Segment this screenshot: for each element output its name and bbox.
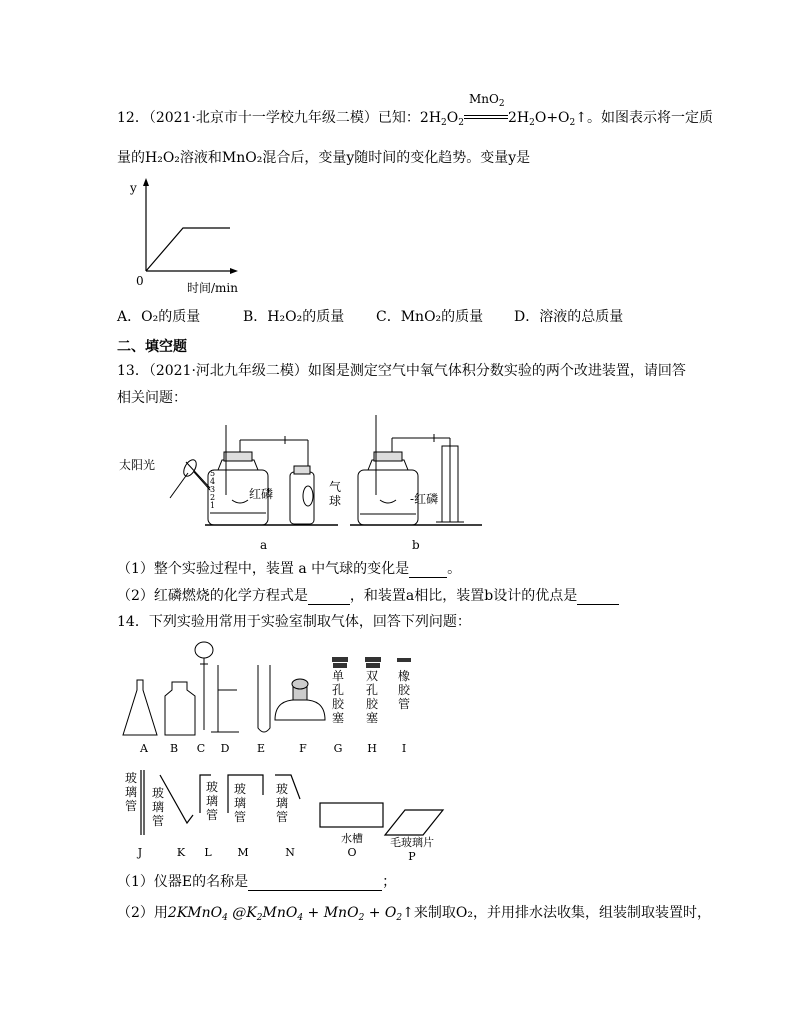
label-d: D (220, 742, 230, 755)
q14-sub2: （2）用2KMnO$_4$ $@K_2MnO_4 + MnO_2$ + $O_2↑$来制取O₂，并用排水法收集，组装制取装置时， (117, 905, 711, 923)
label-l: L (204, 846, 212, 859)
red-phosphorus-a-label: 红磷 (249, 487, 274, 501)
glass-tube-label-k: 玻璃管 (151, 786, 164, 828)
graph-y-label: y (130, 181, 137, 195)
catalyst-label: MnO$_2$ (468, 92, 505, 109)
conical-flask (123, 680, 157, 735)
q13-sub1-blank[interactable] (409, 563, 447, 578)
q12-graph (128, 176, 248, 296)
water-trough (320, 803, 383, 827)
svg-text:2: 2 (210, 493, 216, 502)
glass-tube-label-n: 玻璃管 (275, 782, 288, 824)
q12-source: （2021·北京市十一学校九年级二模）已知： (148, 110, 420, 126)
double-hole-stopper-label: 双孔胶塞 (365, 669, 378, 725)
separatory-funnel (195, 642, 213, 658)
label-a: A (140, 742, 148, 755)
q13-apparatus-figure (110, 410, 490, 540)
sunlight-label: 太阳光 (119, 458, 156, 472)
red-phosphorus-b-label: -红磷 (410, 492, 439, 506)
wide-mouth-bottle (165, 682, 195, 735)
label-k: K (176, 846, 186, 859)
rubber-tube-label: 橡胶管 (397, 669, 410, 711)
q13-line1: 13．（2021·河北九年级二模）如图是测定空气中氧气体积分数实验的两个改进装置，请回答 (117, 363, 686, 379)
q12-line2: 量的H₂O₂溶液和MnO₂混合后，变量y随时间的变化趋势。变量y是 (117, 150, 531, 166)
svg-text:3: 3 (210, 485, 216, 494)
q12-trend-line (146, 228, 230, 271)
q13-sub1: （1）整个实验过程中，装置 a 中气球的变化是 。 (117, 561, 462, 577)
q14-equation: 2KMnO$_4$ $@K_2MnO_4 + MnO_2$ + $O_2↑$ (167, 905, 414, 923)
alcohol-lamp (275, 700, 325, 720)
section-title: 二、填空题 (117, 339, 187, 355)
graph-origin: 0 (136, 274, 144, 288)
q13-sub2: （2）红磷燃烧的化学方程式是 ，和装置a相比，装置b设计的优点是 (117, 587, 619, 605)
label-f: F (299, 742, 307, 755)
label-i: I (401, 742, 407, 755)
graph-x-label: 时间/min (187, 281, 238, 295)
label-m: M (237, 846, 249, 859)
label-g: G (333, 742, 343, 755)
water-trough-label: 水槽 O (341, 832, 363, 859)
figure-a-caption: a (260, 538, 268, 552)
label-j: J (137, 846, 143, 859)
q13-line2: 相关问题： (117, 390, 187, 406)
q12-equation: $2H_2O_2$ MnO$_2$ $2H_2O+O_2↑$ (419, 92, 587, 128)
q12-line1-tail: 。如图表示将一定质 (587, 110, 713, 126)
double-hole-stopper (365, 657, 381, 668)
frosted-glass-label: 毛玻璃片 P (390, 836, 434, 863)
q12-option-a[interactable]: A．O₂的质量 (117, 309, 201, 325)
test-tube (258, 665, 270, 732)
label-c: C (196, 742, 206, 755)
frosted-glass-plate (385, 810, 443, 835)
q12-line1 (117, 92, 713, 128)
label-b: B (169, 742, 179, 755)
q12-number: 12． (117, 110, 149, 126)
label-n: N (285, 846, 295, 859)
single-hole-stopper-label: 单孔胶塞 (331, 669, 344, 725)
q13-sub2-blank2[interactable] (577, 590, 619, 605)
bottle-a (208, 425, 308, 525)
balloon-tube (290, 466, 314, 524)
q12-option-d[interactable]: D．溶液的总质量 (514, 309, 624, 325)
glass-tube-label-l: 玻璃管 (205, 780, 218, 822)
svg-text:4: 4 (210, 477, 216, 486)
q12-option-c[interactable]: C．MnO₂的质量 (376, 309, 484, 325)
sunlight-lens (170, 458, 210, 498)
label-e: E (256, 742, 266, 755)
svg-text:1: 1 (210, 501, 216, 510)
bottle-a-scale (210, 469, 215, 510)
figure-b-caption: b (412, 538, 420, 552)
q14-sub1: （1）仪器E的名称是 ； (117, 874, 397, 890)
glass-tube-label-j: 玻璃管 (124, 771, 137, 813)
bottle-b (358, 415, 450, 525)
label-h: H (367, 742, 377, 755)
q14-line1: 14．下列实验用常用于实验室制取气体，回答下列问题： (117, 614, 471, 630)
balloon-label: 气 球 (328, 480, 341, 508)
q12-option-b[interactable]: B．H₂O₂的质量 (243, 309, 345, 325)
single-hole-stopper (332, 657, 348, 668)
measuring-cylinder (436, 446, 464, 522)
svg-text:5: 5 (210, 469, 216, 478)
q14-sub1-blank[interactable] (248, 876, 382, 891)
rubber-tube (397, 658, 411, 662)
q13-sub2-blank1[interactable] (308, 590, 350, 605)
glass-tube-label-m: 玻璃管 (233, 782, 246, 824)
